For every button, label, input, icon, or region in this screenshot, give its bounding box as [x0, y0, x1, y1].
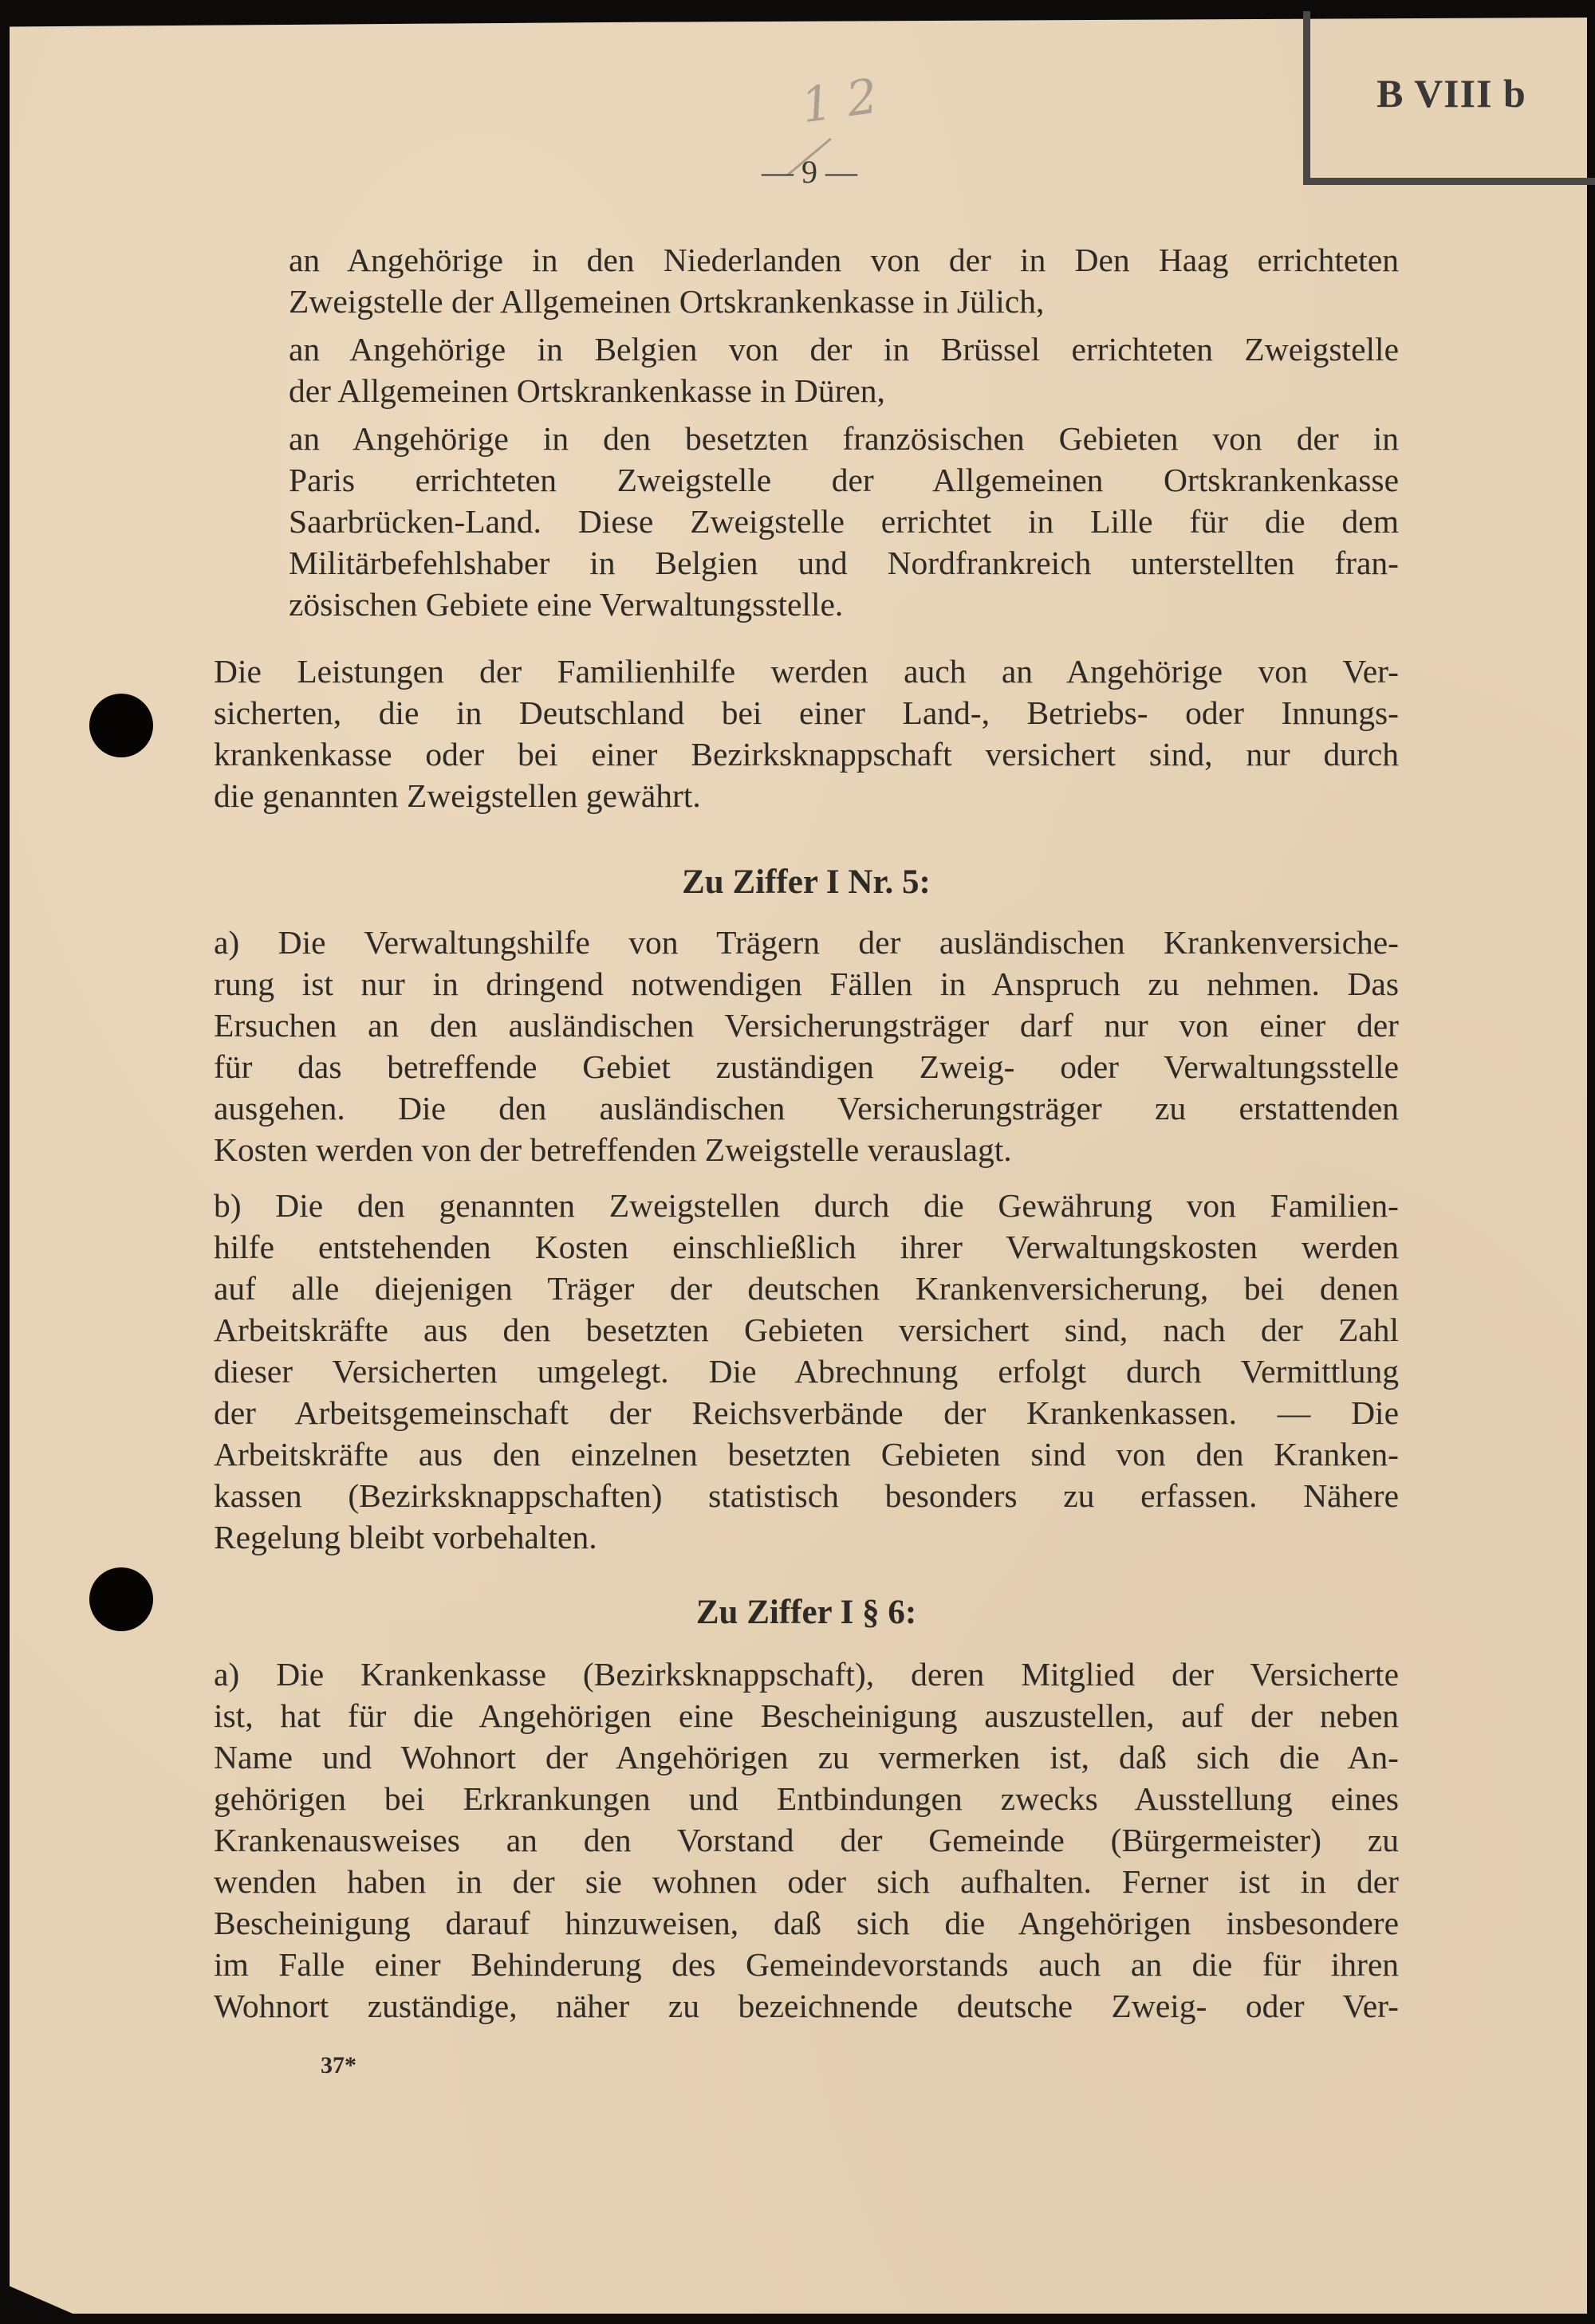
text-line: a) Die Krankenkasse (Bezirksknappschaft), deren Mitglied der Versicherte	[214, 1656, 1399, 1693]
text-line: zösischen Gebiete eine Verwaltungsstelle.	[289, 586, 844, 623]
punch-hole	[89, 694, 153, 757]
classification-label: B VIII b	[1376, 71, 1526, 116]
text-line: Die Leistungen der Familienhilfe werden auch an Angehörige von Ver-	[214, 653, 1399, 690]
text-line: an Angehörige in den besetzten französischen Gebieten von der in	[289, 420, 1399, 457]
text-line: Regelung bleibt vorbehalten.	[214, 1519, 597, 1555]
text-line: der Arbeitsgemeinschaft der Reichsverbände der Krankenkassen. — Die	[214, 1394, 1399, 1431]
punch-hole	[89, 1567, 153, 1631]
text-line: an Angehörige in den Niederlanden von der in Den Haag errichteten	[289, 242, 1399, 278]
section-6a	[214, 1654, 1399, 2027]
text-line: Bescheinigung darauf hinzuweisen, daß sich die Angehörigen insbesondere	[214, 1905, 1399, 1941]
text-line: ausgehen. Die den ausländischen Versicherungsträger zu erstattenden	[214, 1090, 1399, 1127]
text-line: ist, hat für die Angehörigen eine Bescheinigung auszustellen, auf der neben	[214, 1697, 1399, 1734]
paragraph-netherlands	[289, 239, 1399, 322]
text-line: Krankenausweises an den Vorstand der Gemeinde (Bürgermeister) zu	[214, 1822, 1399, 1858]
text-line: die genannten Zweigstellen gewährt.	[214, 777, 701, 814]
text-line: wenden haben in der sie wohnen oder sich aufhalten. Ferner ist in der	[214, 1863, 1399, 1900]
text-line: für das betreffende Gebiet zuständigen Zweig- oder Verwaltungsstelle	[214, 1048, 1399, 1085]
section-heading: Zu Ziffer I § 6:	[695, 1594, 917, 1631]
text-line: Kosten werden von der betreffenden Zweigstelle verauslagt.	[214, 1131, 1012, 1168]
section-5a	[214, 922, 1399, 1170]
text-line: Arbeitskräfte aus den besetzten Gebieten versichert sind, nach der Zahl	[214, 1311, 1399, 1348]
paragraph-family-aid	[214, 651, 1399, 816]
text-line: Arbeitskräfte aus den einzelnen besetzten Gebieten sind von den Kranken-	[214, 1436, 1399, 1473]
text-line: Zweigstelle der Allgemeinen Ortskrankenkasse in Jülich,	[289, 283, 1045, 320]
text-line: auf alle diejenigen Träger der deutschen Krankenversicherung, bei denen	[214, 1270, 1399, 1307]
text-line: b) Die den genannten Zweigstellen durch die Gewährung von Familien-	[214, 1187, 1399, 1224]
section-5b	[214, 1185, 1399, 1558]
text-line: Militärbefehlshaber in Belgien und Nordfrankreich unterstellten fran-	[289, 545, 1399, 581]
text-line: kassen (Bezirksknappschaften) statistisch besonders zu erfassen. Nähere	[214, 1477, 1399, 1514]
text-line: gehörigen bei Erkrankungen und Entbindungen zwecks Ausstellung eines	[214, 1780, 1399, 1817]
text-line: sicherten, die in Deutschland bei einer Land-, Betriebs- oder Innungs-	[214, 694, 1399, 731]
text-line: an Angehörige in Belgien von der in Brüssel errichteten Zweigstelle	[289, 331, 1399, 368]
text-line: hilfe entstehenden Kosten einschließlich ihrer Verwaltungskosten werden	[214, 1229, 1399, 1265]
text-line: Saarbrücken-Land. Diese Zweigstelle errichtet in Lille für die dem	[289, 503, 1399, 540]
text-line: im Falle einer Behinderung des Gemeindevorstands auch an die für ihren	[214, 1946, 1399, 1983]
text-line: Name und Wohnort der Angehörigen zu vermerken ist, daß sich die An-	[214, 1739, 1399, 1775]
text-line: Ersuchen an den ausländischen Versicherungsträger darf nur von einer der	[214, 1007, 1399, 1044]
signature-mark: 37*	[321, 2052, 356, 2078]
text-line: krankenkasse oder bei einer Bezirksknappschaft versichert sind, nur durch	[214, 736, 1399, 773]
paragraph-france	[289, 418, 1399, 625]
text-line: der Allgemeinen Ortskrankenkasse in Düren,	[289, 372, 885, 409]
text-line: Paris errichteten Zweigstelle der Allgemeinen Ortskrankenkasse	[289, 462, 1399, 498]
text-line: a) Die Verwaltungshilfe von Trägern der ausländischen Krankenversiche-	[214, 924, 1399, 961]
page-number: — 9 —	[762, 154, 857, 190]
text-line: dieser Versicherten umgelegt. Die Abrechnung erfolgt durch Vermittlung	[214, 1353, 1399, 1390]
handwritten-annotation: 1 2	[798, 68, 881, 135]
section-heading: Zu Ziffer I Nr. 5:	[682, 863, 931, 901]
text-line: Wohnort zuständige, näher zu bezeichnende deutsche Zweig- oder Ver-	[214, 1988, 1399, 2024]
paragraph-belgium	[289, 328, 1399, 411]
text-line: rung ist nur in dringend notwendigen Fällen in Anspruch zu nehmen. Das	[214, 965, 1399, 1002]
